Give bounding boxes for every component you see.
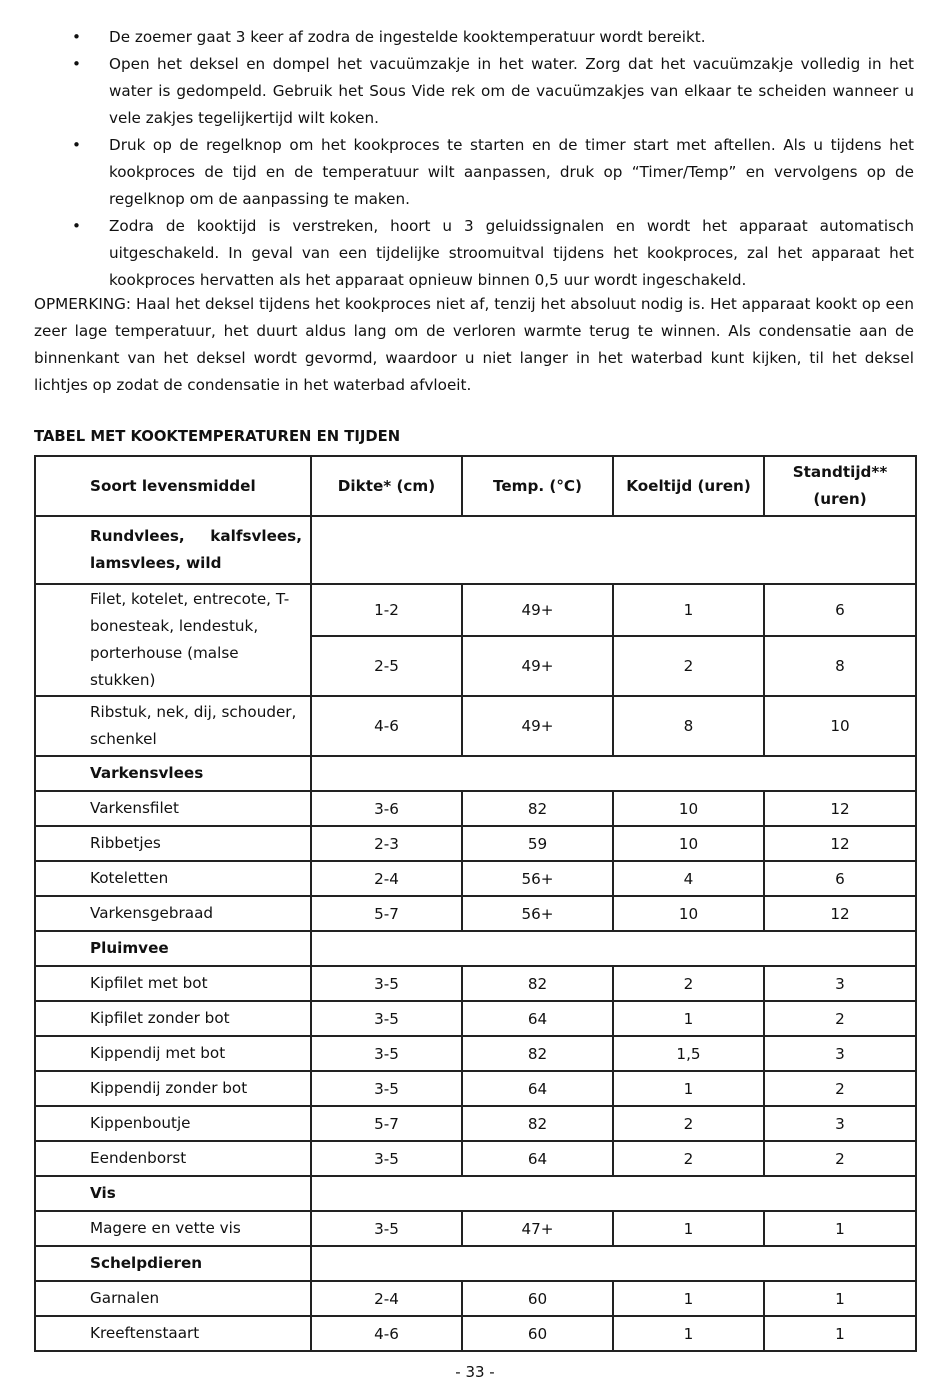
food-name: Garnalen — [35, 1281, 311, 1316]
stand-time-cell: 1 — [764, 1316, 916, 1351]
food-name: Kreeftenstaart — [35, 1316, 311, 1351]
thickness-cell: 5-7 — [311, 896, 462, 931]
category-filler — [311, 1246, 916, 1281]
temp-cell: 49+ — [462, 636, 613, 696]
thickness-cell: 1-2 — [311, 584, 462, 636]
category-row — [35, 1246, 916, 1281]
temp-cell: 60 — [462, 1316, 613, 1351]
temp-cell: 64 — [462, 1141, 613, 1176]
stand-time-cell: 12 — [764, 896, 916, 931]
food-name: Magere en vette vis — [35, 1211, 311, 1246]
temp-cell: 64 — [462, 1071, 613, 1106]
stand-time-cell: 12 — [764, 826, 916, 861]
category-label: Varkensvlees — [35, 756, 311, 791]
food-name: Varkensgebraad — [35, 896, 311, 931]
stand-time-cell: 6 — [764, 584, 916, 636]
table-row — [35, 1071, 916, 1106]
category-row — [35, 516, 916, 584]
header-cook-time: Koeltijd (uren) — [613, 456, 764, 516]
stand-time-cell: 1 — [764, 1211, 916, 1246]
table-row — [35, 1001, 916, 1036]
cook-time-cell: 10 — [613, 791, 764, 826]
bullet-icon: • — [72, 28, 81, 46]
header-thickness: Dikte* (cm) — [311, 456, 462, 516]
cook-time-cell: 1 — [613, 1211, 764, 1246]
thickness-cell: 4-6 — [311, 1316, 462, 1351]
header-stand-time: Standtijd** (uren) — [764, 456, 916, 516]
thickness-cell: 3-5 — [311, 1001, 462, 1036]
food-name: Kipfilet met bot — [35, 966, 311, 1001]
instruction-item — [34, 132, 914, 213]
table-row — [35, 696, 916, 756]
table-row — [35, 1106, 916, 1141]
table-row — [35, 861, 916, 896]
cook-time-cell: 10 — [613, 896, 764, 931]
stand-time-cell: 2 — [764, 1141, 916, 1176]
cook-time-cell: 1 — [613, 1001, 764, 1036]
cook-time-cell: 2 — [613, 966, 764, 1001]
stand-time-cell: 1 — [764, 1281, 916, 1316]
category-filler — [311, 931, 916, 966]
cook-time-cell: 4 — [613, 861, 764, 896]
table-row — [35, 1316, 916, 1351]
thickness-cell: 3-5 — [311, 1141, 462, 1176]
stand-time-cell: 2 — [764, 1071, 916, 1106]
table-row — [35, 896, 916, 931]
food-name: Kipfilet zonder bot — [35, 1001, 311, 1036]
cook-time-cell: 1,5 — [613, 1036, 764, 1071]
thickness-cell: 2-3 — [311, 826, 462, 861]
category-filler — [311, 1176, 916, 1211]
category-label: Rundvlees, kalfsvlees, lamsvlees, wild — [35, 516, 311, 584]
temp-cell: 64 — [462, 1001, 613, 1036]
thickness-cell: 3-5 — [311, 1071, 462, 1106]
thickness-cell: 2-4 — [311, 861, 462, 896]
header-temp: Temp. (°C) — [462, 456, 613, 516]
category-row — [35, 1176, 916, 1211]
food-name: Kippendij met bot — [35, 1036, 311, 1071]
stand-time-cell: 3 — [764, 966, 916, 1001]
table-row — [35, 826, 916, 861]
bullet-icon: • — [72, 136, 81, 154]
bullet-icon: • — [72, 217, 81, 235]
cook-time-cell: 2 — [613, 1141, 764, 1176]
temp-cell: 82 — [462, 966, 613, 1001]
instruction-text: Open het deksel en dompel het vacuümzakje in het water. Zorg dat het vacuümzakje volledig in het water is gedompeld. Gebruik het Sous Vide rek om de vacuümzakjes van elkaar te scheiden wanneer u vele zakjes tegelijkertijd wilt koken. — [109, 55, 914, 127]
table-row — [35, 966, 916, 1001]
page-number: - 33 - — [455, 1363, 495, 1381]
food-name: Filet, kotelet, entrecote, T-bonesteak, lendestuk, porterhouse (malse stukken) — [35, 584, 311, 696]
temp-cell: 49+ — [462, 696, 613, 756]
category-label: Pluimvee — [35, 931, 311, 966]
cook-time-cell: 1 — [613, 584, 764, 636]
table-row — [35, 1281, 916, 1316]
cooking-table — [34, 455, 917, 1352]
table-row — [35, 1211, 916, 1246]
instruction-item — [34, 24, 914, 51]
category-row — [35, 756, 916, 791]
temp-cell: 82 — [462, 791, 613, 826]
category-filler — [311, 756, 916, 791]
note-paragraph: OPMERKING: Haal het deksel tijdens het kookproces niet af, tenzij het absoluut nodig is. Het apparaat kookt op een zeer lage temperatuur, het duurt aldus lang om de verloren warmte terug te winnen. Als condensatie aan de binnenkant van het deksel wordt gevormd, waardoor u niet langer in het waterbad kunt kijken, til het deksel lichtjes op zodat de condensatie in het waterbad afvloeit. — [34, 295, 914, 394]
table-header-row — [35, 456, 916, 516]
instruction-text: Zodra de kooktijd is verstreken, hoort u 3 geluidssignalen en wordt het apparaat automatisch uitgeschakeld. In geval van een tijdelijke stroomuitval tijdens het kookproces, zal het apparaat het kookproces hervatten als het apparaat opnieuw binnen 0,5 uur wordt ingeschakeld. — [109, 217, 914, 289]
food-name: Kippenboutje — [35, 1106, 311, 1141]
table-row — [35, 1036, 916, 1071]
category-filler — [311, 516, 916, 584]
cook-time-cell: 10 — [613, 826, 764, 861]
cook-time-cell: 2 — [613, 1106, 764, 1141]
category-row — [35, 931, 916, 966]
temp-cell: 59 — [462, 826, 613, 861]
cook-time-cell: 1 — [613, 1281, 764, 1316]
food-name: Ribbetjes — [35, 826, 311, 861]
instruction-item — [34, 51, 914, 132]
stand-time-cell: 12 — [764, 791, 916, 826]
stand-time-cell: 8 — [764, 636, 916, 696]
temp-cell: 49+ — [462, 584, 613, 636]
thickness-cell: 3-5 — [311, 1036, 462, 1071]
stand-time-cell: 3 — [764, 1036, 916, 1071]
thickness-cell: 5-7 — [311, 1106, 462, 1141]
table-row — [35, 584, 916, 636]
temp-cell: 82 — [462, 1106, 613, 1141]
stand-time-cell: 3 — [764, 1106, 916, 1141]
header-food: Soort levensmiddel — [35, 456, 311, 516]
food-name: Kippendij zonder bot — [35, 1071, 311, 1106]
food-name: Eendenborst — [35, 1141, 311, 1176]
category-label: Schelpdieren — [35, 1246, 311, 1281]
cook-time-cell: 2 — [613, 636, 764, 696]
thickness-cell: 3-5 — [311, 966, 462, 1001]
food-name: Varkensfilet — [35, 791, 311, 826]
cook-time-cell: 8 — [613, 696, 764, 756]
food-name: Koteletten — [35, 861, 311, 896]
thickness-cell: 3-5 — [311, 1211, 462, 1246]
temp-cell: 56+ — [462, 896, 613, 931]
temp-cell: 56+ — [462, 861, 613, 896]
bullet-icon: • — [72, 55, 81, 73]
stand-time-cell: 6 — [764, 861, 916, 896]
temp-cell: 47+ — [462, 1211, 613, 1246]
thickness-cell: 2-4 — [311, 1281, 462, 1316]
temp-cell: 60 — [462, 1281, 613, 1316]
table-title: TABEL MET KOOKTEMPERATUREN EN TIJDEN — [34, 428, 401, 445]
table-row — [35, 791, 916, 826]
table-row — [35, 1141, 916, 1176]
thickness-cell: 2-5 — [311, 636, 462, 696]
cook-time-cell: 1 — [613, 1071, 764, 1106]
stand-time-cell: 2 — [764, 1001, 916, 1036]
thickness-cell: 4-6 — [311, 696, 462, 756]
category-label: Vis — [35, 1176, 311, 1211]
stand-time-cell: 10 — [764, 696, 916, 756]
instruction-text: Druk op de regelknop om het kookproces te starten en de timer start met aftellen. Als u tijdens het kookproces de tijd en de temperatuur wilt aanpassen, druk op “Timer/Temp” en vervolgens op de regelknop om de aanpassing te maken. — [109, 136, 914, 208]
instruction-list — [34, 24, 914, 294]
instruction-item — [34, 213, 914, 294]
thickness-cell: 3-6 — [311, 791, 462, 826]
food-name: Ribstuk, nek, dij, schouder, schenkel — [35, 696, 311, 756]
temp-cell: 82 — [462, 1036, 613, 1071]
cook-time-cell: 1 — [613, 1316, 764, 1351]
instruction-text: De zoemer gaat 3 keer af zodra de ingestelde kooktemperatuur wordt bereikt. — [109, 28, 706, 46]
